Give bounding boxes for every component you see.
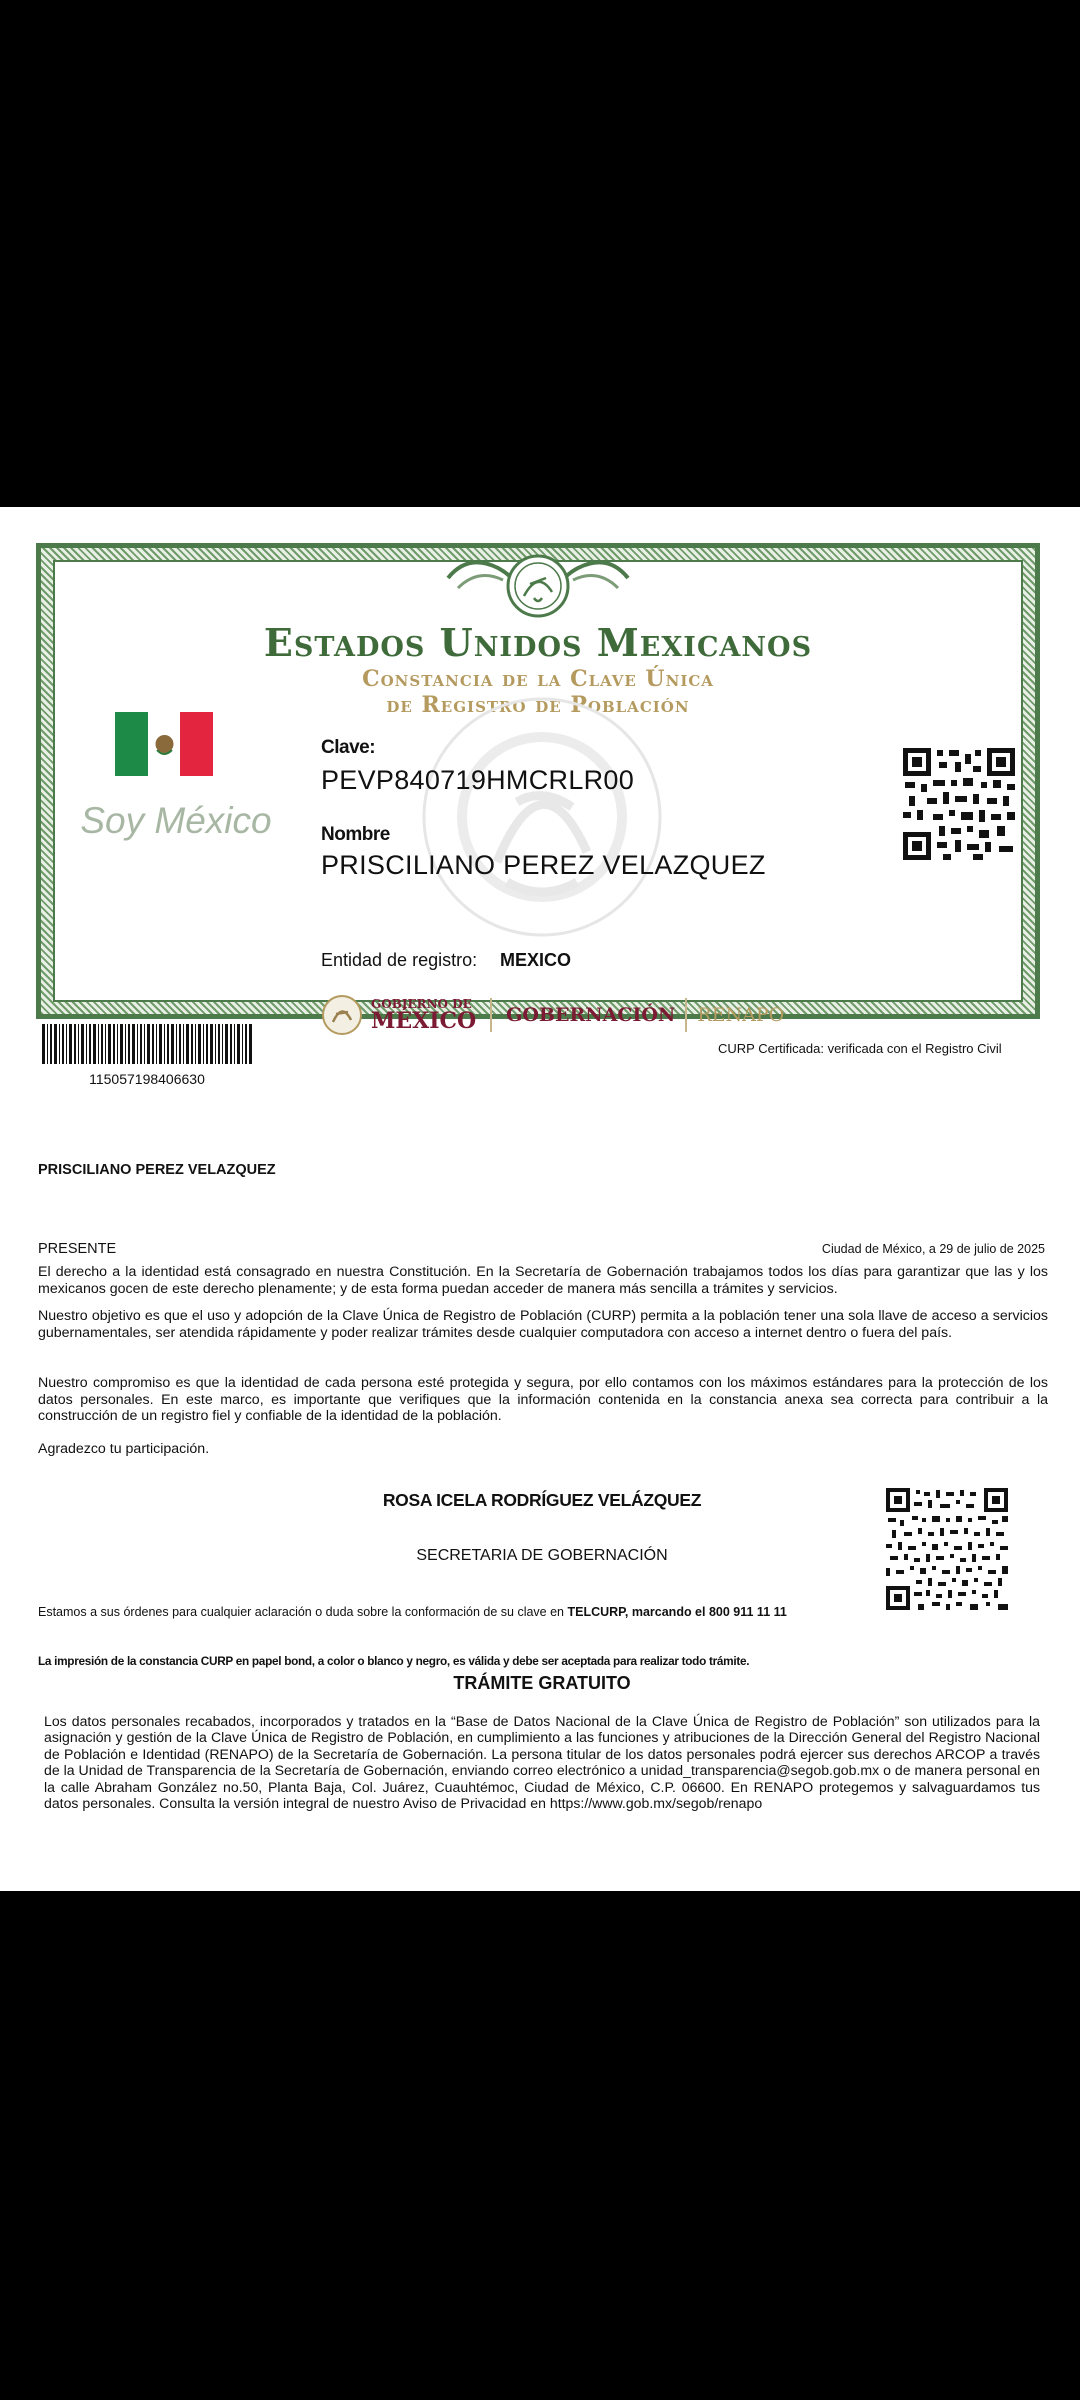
curp-certified-note: CURP Certificada: verificada con el Registro Civil <box>718 1041 1002 1056</box>
agradecimiento: Agradezco tu participación. <box>38 1441 210 1457</box>
mexico-label: MÉXICO <box>371 1008 477 1034</box>
entidad-label: Entidad de registro: <box>321 950 478 970</box>
nombre-label: Nombre <box>321 824 390 845</box>
document-page <box>0 507 1080 1891</box>
qr-code-icon <box>886 1488 1008 1610</box>
logo-divider <box>685 998 687 1032</box>
printing-validity-note: La impresión de la constancia CURP en papel bond, a color o blanco y negro, es válida y debe ser aceptada para realizar todo trámite. <box>38 1654 750 1668</box>
privacy-notice: Los datos personales recabados, incorporados y tratados en la “Base de Datos Nacional de la Clave Única de Registro de Población” son utilizados para la asignación y gestión de la Clave Única de Registro de Población, en cumplimiento a las funciones y atribuciones de la Dirección General del Registro Nacional de Población e Identidad (RENAPO) de la Secretaría de Gobernación. La persona titular de los datos personales podrá ejercer sus derechos ARCOP a través de la Unidad de Transparencia de la Secretaría de Gobernación, enviando correo electrónico a unidad_transparencia@segob.gob.mx o de manera personal en la calle Abraham González no.50, Planta Baja, Col. Juárez, Cuauhtémoc, Ciudad de México, C.P. 06600. En RENAPO protegemos y salvaguardamos tus datos personales. Consulta la versión integral de nuestro Aviso de Privacidad en https://www.gob.mx/segob/renapo <box>44 1713 1040 1812</box>
mexican-flag-icon <box>115 712 213 776</box>
certificate-title: Estados Unidos Mexicanos <box>263 620 813 665</box>
telcurp-phone: TELCURP, marcando el 800 911 11 11 <box>567 1605 787 1619</box>
signatory-name: ROSA ICELA RODRÍGUEZ VELÁZQUEZ <box>382 1490 702 1510</box>
gobierno-crest-icon <box>321 994 363 1036</box>
clave-label: Clave: <box>321 737 376 758</box>
free-procedure-heading: TRÁMITE GRATUITO <box>453 1673 631 1693</box>
paragraph-2: Nuestro objetivo es que el uso y adopción de la Clave Única de Registro de Población (CURP) permita a la población tener una sola llave de acceso a servicios gubernamentales, ser atendida rápidamente y poder realizar trámites desde cualquier computadora con acceso a internet dentro o fuera del país. <box>38 1308 1048 1341</box>
government-logos <box>321 990 784 1040</box>
certificate-subtitle-line2: de Registro de Población <box>386 692 690 718</box>
certificate-subtitle-line1: Constancia de la Clave Única <box>362 666 714 692</box>
barcode <box>42 1024 252 1087</box>
certificate-inner-panel <box>53 560 1023 1034</box>
signatory-title: SECRETARIA DE GOBERNACIÓN <box>416 1547 668 1564</box>
soy-mexico-slogan: Soy México <box>80 800 272 841</box>
renapo-logo: RENAPO <box>697 1004 785 1026</box>
recipient-name: PRISCILIANO PEREZ VELAZQUEZ <box>38 1162 276 1178</box>
entidad-value: MEXICO <box>500 950 572 970</box>
national-crest-icon <box>438 548 638 618</box>
paragraph-1: El derecho a la identidad está consagrado en nuestra Constitución. En la Secretaría de Gobernación trabajamos todos los días para garantizar que las y los mexicanos gocen de este derecho plenamente; y de esta forma puedan acceder de manera más sencilla a trámites y servicios. <box>38 1264 1048 1297</box>
curp-certificate <box>36 543 1040 1034</box>
barcode-icon <box>42 1024 252 1064</box>
gobierno-de-label: GOBIERNO DE <box>371 997 472 1011</box>
presente-label: PRESENTE <box>38 1241 117 1257</box>
paragraph-3: Nuestro compromiso es que la identidad de cada persona esté protegida y segura, por ello contamos con los máximos estándares para la protección de los datos personales. En este marco, es importante que verifiques que la información contenida en la constancia anexa sea correcta para contribuir a la construcción de un registro fiel y confiable de la identidad de la población. <box>38 1375 1048 1424</box>
qr-code-icon <box>903 748 1015 860</box>
barcode-number: 115057198406630 <box>89 1071 205 1087</box>
nombre-value: PRISCILIANO PEREZ VELAZQUEZ <box>321 850 766 880</box>
contact-text: Estamos a sus órdenes para cualquier aclaración o duda sobre la conformación de su clave en <box>38 1605 568 1619</box>
logo-divider <box>490 998 492 1032</box>
gobernacion-logo: GOBERNACIÓN <box>506 1003 676 1026</box>
letter-date: Ciudad de México, a 29 de julio de 2025 <box>821 1242 1045 1256</box>
telcurp-contact-note <box>38 1605 787 1619</box>
clave-value: PEVP840719HMCRLR00 <box>321 765 635 795</box>
crest-watermark-icon <box>407 692 677 942</box>
